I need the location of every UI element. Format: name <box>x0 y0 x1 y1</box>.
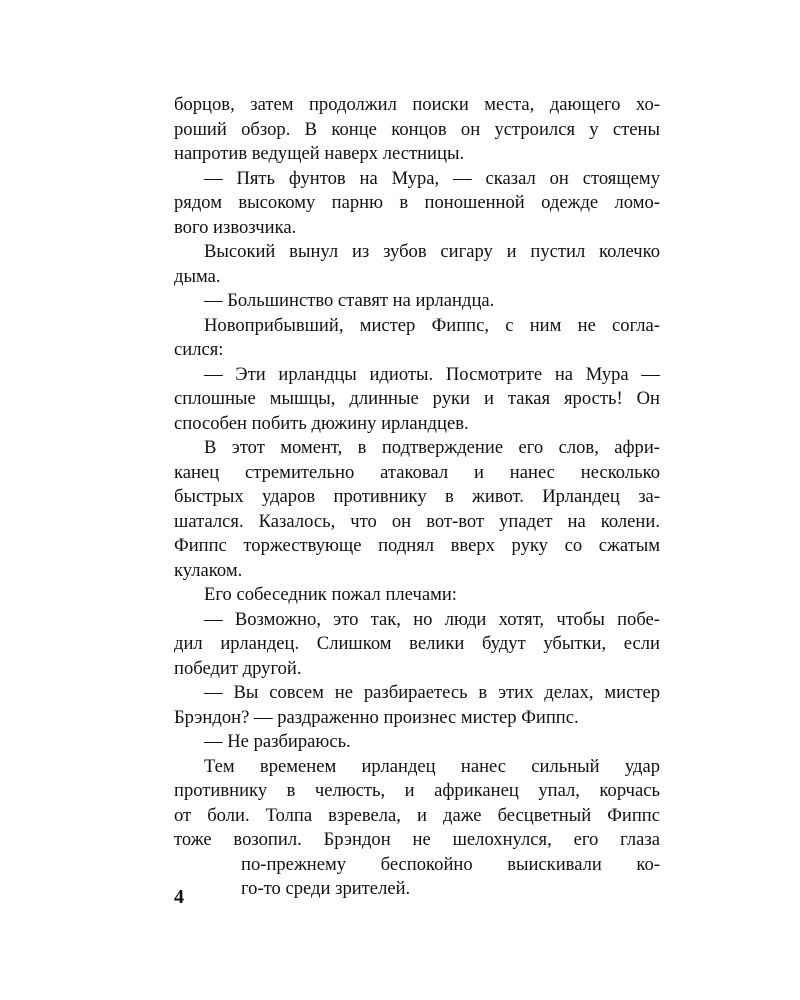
text-line: дил ирландец. Слишком велики будут убытки, если <box>174 633 660 654</box>
text-line: Фиппс торжествующе поднял вверх руку со сжатым <box>174 535 660 556</box>
text-line: борцов, затем продолжил поиски места, дающего хо- <box>174 94 660 115</box>
body-text <box>174 93 660 902</box>
text-line: сился: <box>174 339 224 360</box>
text-line: го-то среди зрителей. <box>241 878 411 899</box>
text-line: Высокий вынул из зубов сигару и пустил колечко <box>204 241 660 262</box>
text-line: кулаком. <box>174 559 243 581</box>
text-line: — Большинство ставят на ирландца. <box>204 290 495 311</box>
text-line: вого извозчика. <box>174 216 297 238</box>
text-line: Новоприбывший, мистер Фиппс, с ним не согла- <box>204 314 660 336</box>
text-line: — Возможно, это так, но люди хотят, чтобы побе- <box>204 608 660 630</box>
text-line: победит другой. <box>174 657 302 679</box>
text-line: В этот момент, в подтверждение его слов, афри- <box>204 437 660 458</box>
page-number: 4 <box>174 886 184 908</box>
text-line: Брэндон? — раздраженно произнес мистер Фиппс. <box>174 706 579 728</box>
text-line: — Эти ирландцы идиоты. Посмотрите на Мура — <box>204 363 660 385</box>
text-line: способен побить дюжину ирландцев. <box>174 412 469 434</box>
text-line: канец стремительно атаковал и нанес несколько <box>174 461 660 483</box>
text-line: — Не разбираюсь. <box>204 731 351 752</box>
text-line: противнику в челюсть, и африканец упал, корчась <box>174 780 660 801</box>
text-line: Его собеседник пожал плечами: <box>204 584 457 605</box>
text-line: сплошные мышцы, длинные руки и такая ярость! Он <box>174 388 660 409</box>
text-line: дыма. <box>174 265 221 287</box>
text-line: рядом высокому парню в поношенной одежде ломо- <box>174 192 660 213</box>
text-line: по-прежнему беспокойно выискивали ко- <box>241 853 660 875</box>
text-line: быстрых ударов противнику в живот. Ирландец за- <box>174 486 660 507</box>
text-line: шатался. Казалось, что он вот-вот упадет на колени. <box>174 510 660 532</box>
text-line: от боли. Толпа взревела, и даже бесцветный Фиппс <box>174 804 660 826</box>
text-line: Тем временем ирландец нанес сильный удар <box>204 755 660 777</box>
text-line: тоже возопил. Брэндон не шелохнулся, его глаза <box>174 829 660 850</box>
text-line: напротив ведущей наверх лестницы. <box>174 143 465 164</box>
text-line: роший обзор. В конце концов он устроился у стены <box>174 118 660 140</box>
text-line: — Пять фунтов на Мура, — сказал он стоящему <box>204 167 660 189</box>
text-line: — Вы совсем не разбираетесь в этих делах, мистер <box>204 682 660 703</box>
